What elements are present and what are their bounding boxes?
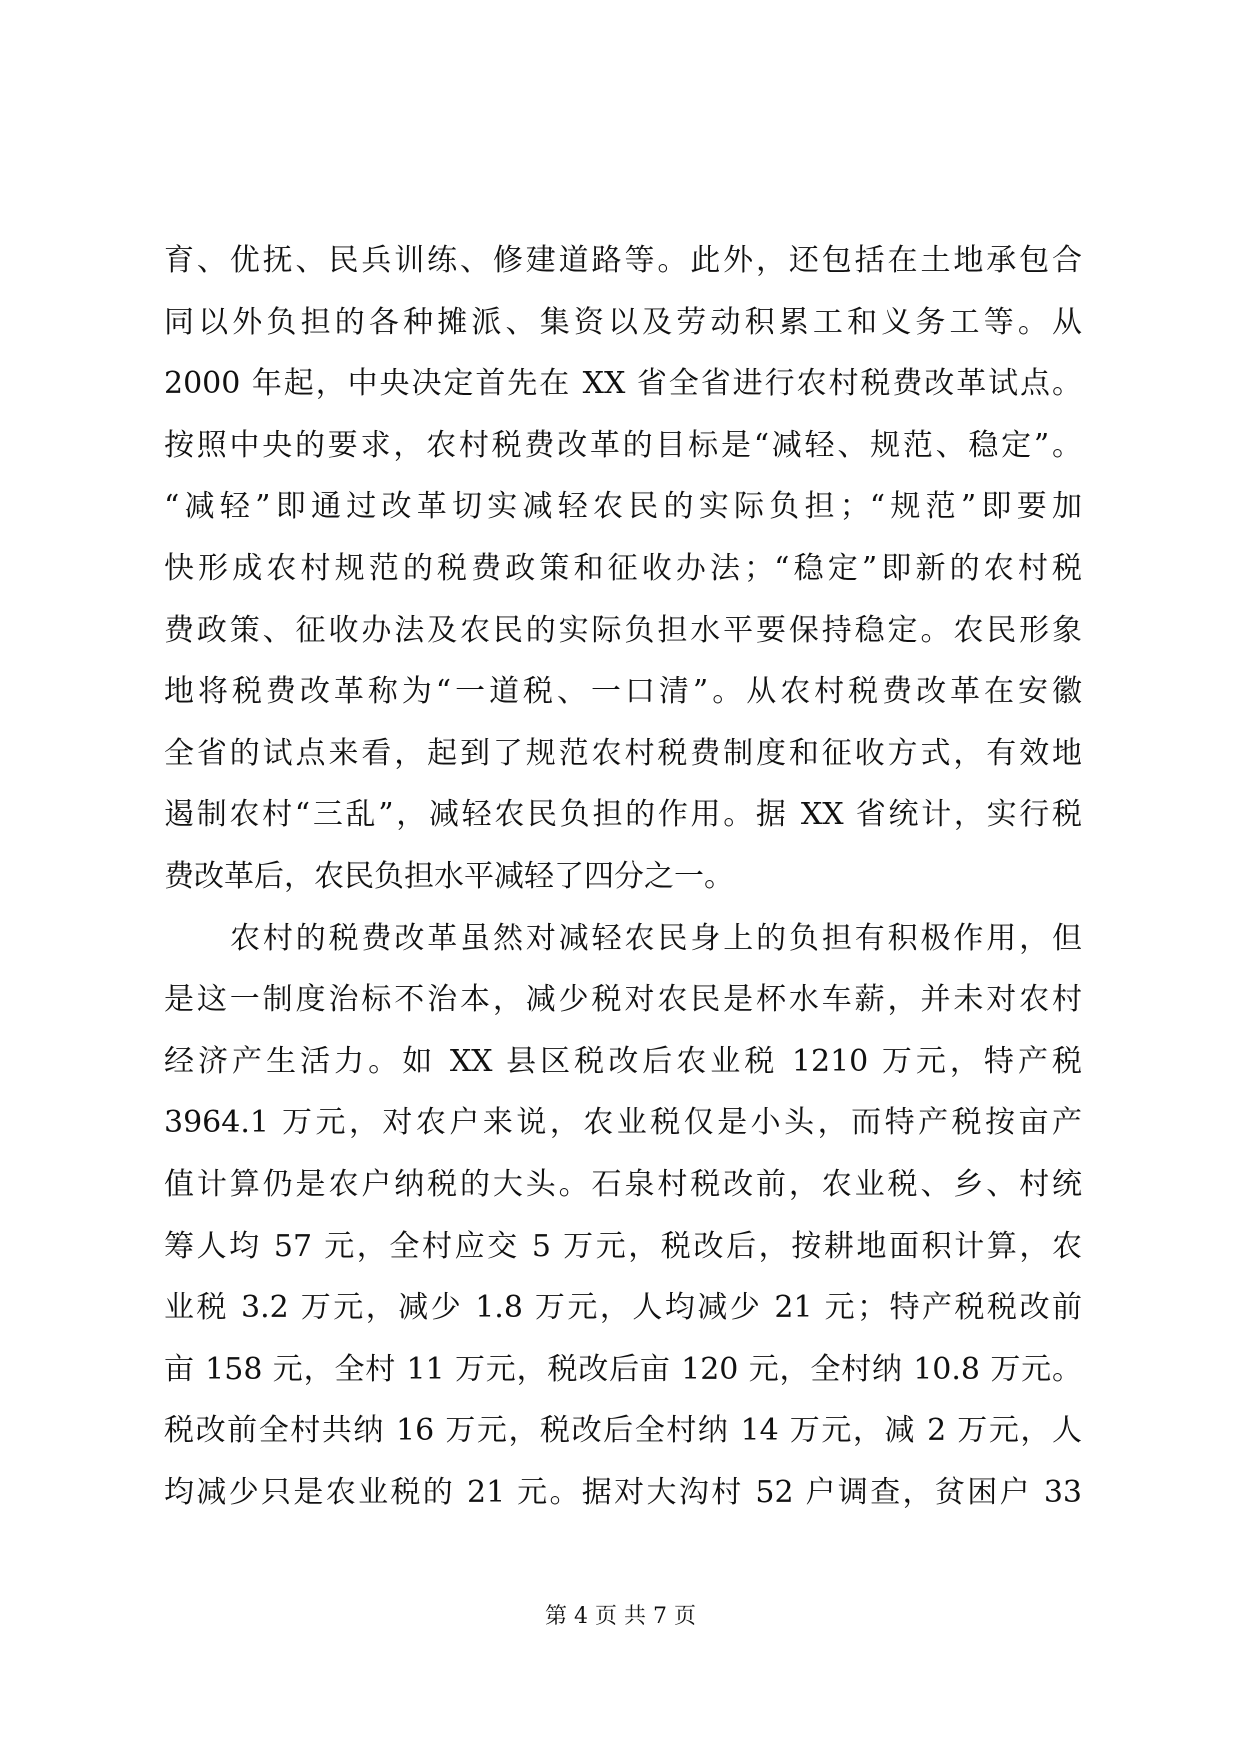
paragraph-1-line-10: 遏制农村“三乱”，减轻农民负担的作用。据 XX 省统计，实行税	[164, 797, 1082, 833]
paragraph-1-line-1: 育、优抚、民兵训练、修建道路等。此外，还包括在土地承包合	[164, 243, 1082, 278]
paragraph-1-line-8: 地将税费改革称为“一道税、一口清”。从农村税费改革在安徽	[164, 674, 1082, 710]
paragraph-1-line-3: 2000 年起，中央决定首先在 XX 省全省进行农村税费改革试点。	[164, 366, 1082, 402]
paragraph-2-line-10: 均减少只是农业税的 21 元。据对大沟村 52 户调查，贫困户 33	[164, 1474, 1082, 1510]
paragraph-2-line-2: 是这一制度治标不治本，减少税对农民是杯水车薪，并未对农村	[164, 982, 1082, 1018]
paragraph-1-line-11: 费改革后，农民负担水平减轻了四分之一。	[164, 858, 734, 894]
paragraph-2-line-9: 税改前全村共纳 16 万元，税改后全村纳 14 万元，减 2 万元，人	[164, 1413, 1082, 1449]
paragraph-2-line-7: 业税 3.2 万元，减少 1.8 万元，人均减少 21 元；特产税税改前	[164, 1290, 1082, 1326]
paragraph-2-line-3: 经济产生活力。如 XX 县区税改后农业税 1210 万元，特产税	[164, 1043, 1082, 1079]
paragraph-1-line-2: 同以外负担的各种摊派、集资以及劳动积累工和义务工等。从	[164, 304, 1082, 340]
paragraph-2-line-4: 3964.1 万元，对农户来说，农业税仅是小头，而特产税按亩产	[164, 1105, 1082, 1141]
paragraph-2-line-1: 农村的税费改革虽然对减轻农民身上的负担有积极作用，但	[230, 920, 1082, 956]
paragraph-1-line-9: 全省的试点来看，起到了规范农村税费制度和征收方式，有效地	[164, 735, 1082, 771]
body-text	[164, 230, 1082, 1523]
paragraph-2-line-6: 筹人均 57 元，全村应交 5 万元，税改后，按耕地面积计算，农	[164, 1228, 1082, 1264]
paragraph-2-line-8: 亩 158 元，全村 11 万元，税改后亩 120 元，全村纳 10.8 万元。	[164, 1351, 1082, 1387]
paragraph-2-line-5: 值计算仍是农户纳税的大头。石泉村税改前，农业税、乡、村统	[164, 1166, 1082, 1202]
paragraph-1-line-6: 快形成农村规范的税费政策和征收办法；“稳定”即新的农村税	[164, 550, 1082, 586]
page-footer: 第 4 页 共 7 页	[545, 1604, 696, 1629]
paragraph-1-line-4: 按照中央的要求，农村税费改革的目标是“减轻、规范、稳定”。	[164, 427, 1082, 463]
paragraph-1-line-5: “减轻”即通过改革切实减轻农民的实际负担；“规范”即要加	[164, 489, 1082, 525]
paragraph-1-line-7: 费政策、征收办法及农民的实际负担水平要保持稳定。农民形象	[164, 612, 1082, 648]
